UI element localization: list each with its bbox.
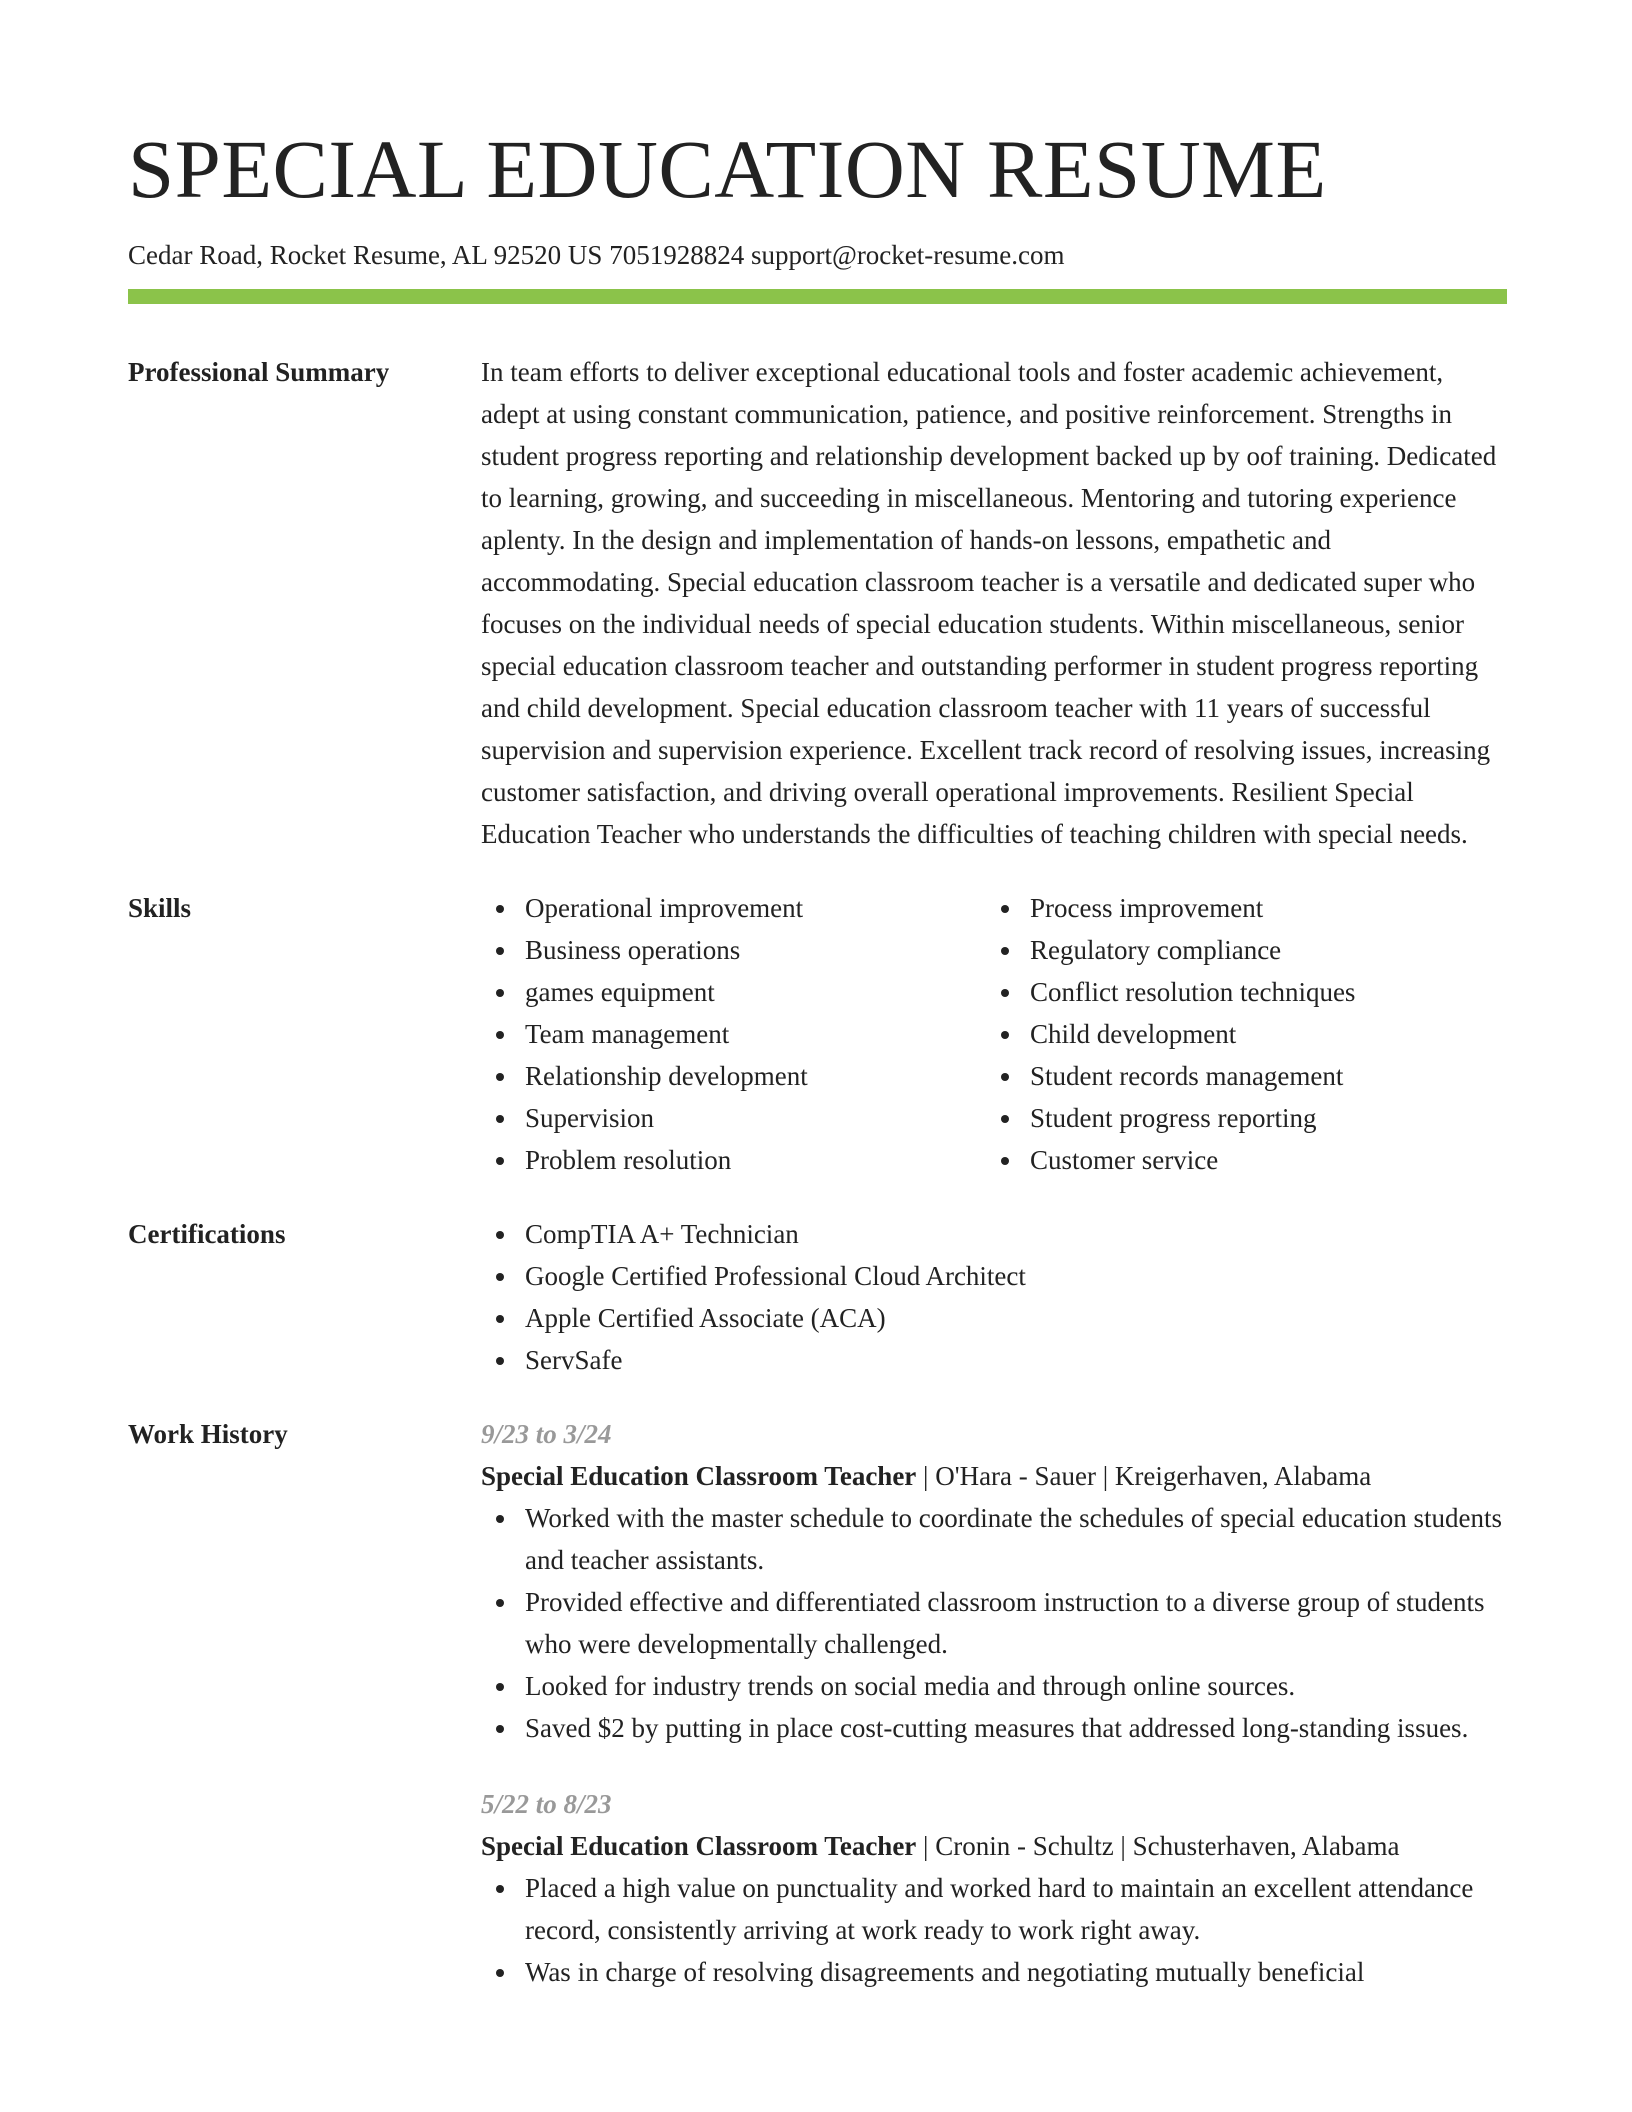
summary-text: In team efforts to deliver exceptional educational tools and foster academic achievement, adept at using constant communication, patience, and positive reinforcement. Strengths in student progress reporting and relationship development backed up by oof training. Dedicated to learning, growing, and succeeding in miscellaneous. Mentoring and tutoring experience aplenty. In the design and implementation of hands-on lessons, empathetic and accommodating. Special education classroom teacher is a versatile and dedicated super who focuses on the individual needs of special education students. Within miscellaneous, senior special education classroom teacher and outstanding performer in student progress reporting and child development. Special education classroom teacher with 11 years of successful supervision and supervision experience. Excellent track record of resolving issues, increasing customer satisfaction, and driving overall operational improvements. Resilient Special Education Teacher who understands the difficulties of teaching children with special needs.	[481, 357, 1497, 849]
job-bullet: Worked with the master schedule to coordinate the schedules of special education students and teacher assistants.	[481, 1497, 1507, 1581]
job-bullet: Looked for industry trends on social media and through online sources.	[481, 1665, 1507, 1707]
certifications-list	[481, 1213, 1507, 1381]
header-divider	[128, 289, 1507, 304]
skills-columns	[481, 887, 1507, 1181]
skills-list-left	[481, 887, 986, 1181]
job-entry	[481, 1413, 1507, 1749]
skills-section	[128, 887, 1507, 1181]
job-heading	[481, 1455, 1507, 1497]
certifications-section	[128, 1213, 1507, 1381]
job-bullet: Saved $2 by putting in place cost-cutting measures that addressed long-standing issues.	[481, 1707, 1507, 1749]
job-bullets	[481, 1867, 1507, 1993]
professional-summary-section	[128, 351, 1507, 855]
job-entry	[481, 1783, 1507, 1993]
job-details: | Cronin - Schultz | Schusterhaven, Alabama	[916, 1831, 1400, 1861]
certification-item: Google Certified Professional Cloud Architect	[481, 1255, 1507, 1297]
job-heading	[481, 1825, 1507, 1867]
skill-item: games equipment	[481, 971, 986, 1013]
job-bullet: Placed a high value on punctuality and worked hard to maintain an excellent attendance record, consistently arriving at work ready to work right away.	[481, 1867, 1507, 1951]
skill-item: Customer service	[986, 1139, 1491, 1181]
skills-list-right	[986, 887, 1491, 1181]
job-bullet: Provided effective and differentiated classroom instruction to a diverse group of students who were developmentally challenged.	[481, 1581, 1507, 1665]
resume-page	[128, 0, 1507, 2027]
document-title: SPECIAL EDUCATION RESUME	[128, 123, 1327, 215]
section-heading-work-history: Work History	[128, 1419, 288, 1449]
contact-line	[128, 237, 1507, 273]
skill-item: Child development	[986, 1013, 1491, 1055]
job-bullet: Was in charge of resolving disagreements and negotiating mutually beneficial	[481, 1951, 1507, 1993]
contact-address: Cedar Road, Rocket Resume, AL 92520 US	[128, 240, 603, 270]
job-title: Special Education Classroom Teacher	[481, 1461, 917, 1491]
skill-item: Relationship development	[481, 1055, 986, 1097]
job-dates: 9/23 to 3/24	[481, 1419, 612, 1449]
job-dates: 5/22 to 8/23	[481, 1789, 612, 1819]
skill-item: Problem resolution	[481, 1139, 986, 1181]
skill-item: Team management	[481, 1013, 986, 1055]
skill-item: Process improvement	[986, 887, 1491, 929]
certification-item: ServSafe	[481, 1339, 1507, 1381]
work-history-section	[128, 1413, 1507, 2027]
skill-item: Conflict resolution techniques	[986, 971, 1491, 1013]
section-heading-certifications: Certifications	[128, 1219, 286, 1249]
section-heading-professional-summary: Professional Summary	[128, 357, 390, 387]
work-history-body	[481, 1413, 1507, 2027]
summary-body	[481, 351, 1507, 855]
contact-email: support@rocket-resume.com	[750, 240, 1065, 270]
skill-item: Student records management	[986, 1055, 1491, 1097]
contact-phone: 7051928824	[609, 240, 745, 270]
job-bullets	[481, 1497, 1507, 1749]
skill-item: Operational improvement	[481, 887, 986, 929]
skill-item: Student progress reporting	[986, 1097, 1491, 1139]
certification-item: CompTIA A+ Technician	[481, 1213, 1507, 1255]
section-heading-skills: Skills	[128, 893, 192, 923]
job-title: Special Education Classroom Teacher	[481, 1831, 917, 1861]
certification-item: Apple Certified Associate (ACA)	[481, 1297, 1507, 1339]
certifications-body	[481, 1213, 1507, 1381]
skill-item: Business operations	[481, 929, 986, 971]
skill-item: Regulatory compliance	[986, 929, 1491, 971]
job-details: | O'Hara - Sauer | Kreigerhaven, Alabama	[916, 1461, 1372, 1491]
skill-item: Supervision	[481, 1097, 986, 1139]
